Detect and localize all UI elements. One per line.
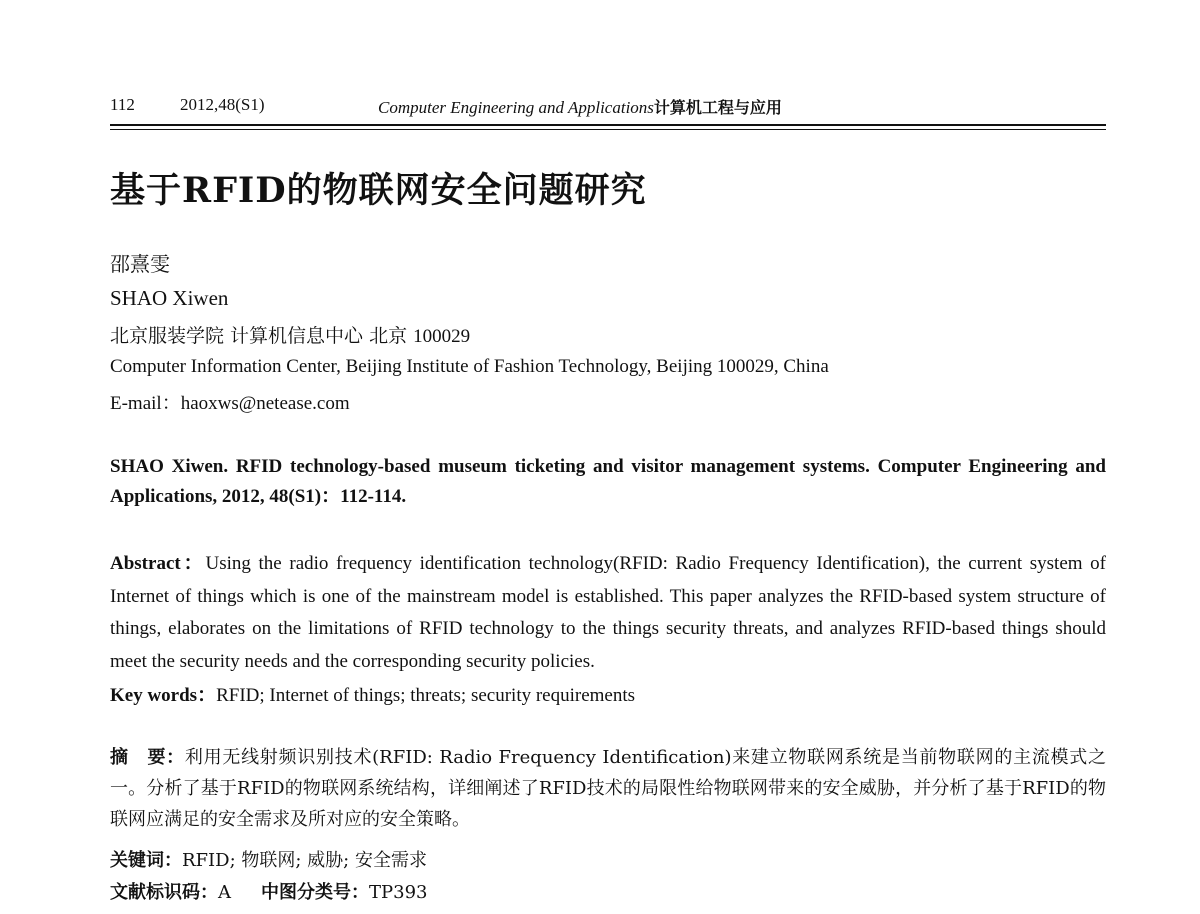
header-rule-thin	[110, 129, 1106, 130]
paper-title: 基于RFID的物联网安全问题研究	[110, 170, 647, 211]
volume-issue: 2012,48(S1)	[180, 95, 265, 114]
abstract-cn-text: 利用无线射频识别技术(RFID: Radio Frequency Identification)来建立物联网系统是当前物联网的主流模式之一。分析了基于RFID的物联网系统结构，详细阐述了RFID技术的局限性给物联网带来的安全威胁，并分析了基于RFID的物联网应满足的安全需求及所对应的安全策略。	[110, 747, 1106, 830]
journal-name	[378, 95, 782, 118]
doc-code-label: 文献标识码：	[110, 882, 218, 903]
affiliation-cn-text: 北京服装学院 计算机信息中心 北京	[110, 325, 408, 347]
affiliation-en: Computer Information Center, Beijing Institute of Fashion Technology, Beijing 100029, China	[110, 356, 829, 377]
keywords-cn-label: 关键词：	[110, 850, 182, 871]
citation: SHAO Xiwen. RFID technology-based museum ticketing and visitor management systems. Computer Engineering and Applications, 2012, 48(S1)：112-114.	[110, 456, 1106, 507]
keywords-cn	[110, 846, 427, 872]
abstract-en-label: Abstract：	[110, 553, 206, 574]
clc-code-label: 中图分类号：	[261, 882, 369, 903]
abstract-en	[110, 548, 1106, 678]
author-email: E-mail：haoxws@netease.com	[110, 393, 350, 414]
postcode: 100029	[413, 326, 471, 347]
abstract-en-text: Using the radio frequency identification technology(RFID: Radio Frequency Identification), the current system of Internet of things which is one of the mainstream model is established. This paper analyzes the RFID-based system structure of things, elaborates on the limitations of RFID technology to the things security threats, and analyzes RFID-based things should meet the security needs and the corresponding security policies.	[110, 553, 1106, 672]
journal-name-en: Computer Engineering and Applications	[378, 98, 654, 117]
clc-code-value: TP393	[369, 882, 428, 903]
keywords-en	[110, 680, 1106, 707]
keywords-cn-text: RFID; 物联网; 威胁; 安全需求	[182, 850, 427, 871]
running-header	[110, 95, 1106, 119]
author-name-cn: 邵熹雯	[110, 252, 170, 276]
journal-name-cn: 计算机工程与应用	[653, 98, 782, 117]
header-rule-thick	[110, 124, 1106, 126]
doc-code-value: A	[218, 882, 231, 903]
classification-codes	[110, 878, 427, 904]
keywords-en-label: Key words：	[110, 685, 217, 706]
affiliation-cn	[110, 321, 470, 348]
abstract-cn	[110, 742, 1106, 835]
keywords-en-text: RFID; Internet of things; threats; security requirements	[216, 685, 636, 706]
page-number: 112	[110, 95, 135, 114]
abstract-cn-label: 摘 要：	[110, 747, 185, 768]
author-name-en: SHAO Xiwen	[110, 286, 229, 310]
